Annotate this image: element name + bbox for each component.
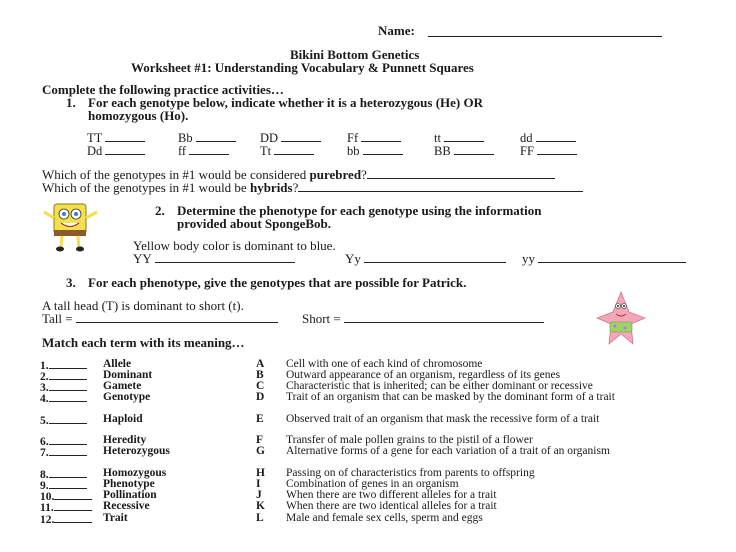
term-label: Heredity <box>103 434 147 446</box>
patrick-image <box>595 290 647 348</box>
short-label: Short = <box>302 311 341 326</box>
term-label: Dominant <box>103 369 153 381</box>
answer-blank[interactable] <box>364 252 506 263</box>
match-answer-blank[interactable] <box>49 468 87 478</box>
answer-blank[interactable] <box>536 131 576 142</box>
tall-answer-blank[interactable] <box>76 312 278 323</box>
definition-letter: C <box>256 380 265 392</box>
term-number-label: 9. <box>40 480 49 492</box>
term-number-label: 11. <box>40 502 54 514</box>
short-answer-blank[interactable] <box>344 312 544 323</box>
phenotype-item <box>522 251 686 267</box>
definition-text: Observed trait of an organism that mask the recessive form of a trait <box>286 413 600 425</box>
match-answer-blank[interactable] <box>54 513 92 523</box>
match-answer-blank[interactable] <box>49 359 87 369</box>
purebred-keyword: purebred <box>309 167 362 182</box>
genotype-item <box>260 144 314 159</box>
definition-text: Male and female sex cells, sperm and eggs <box>286 512 483 524</box>
match-answer-blank[interactable] <box>49 479 87 489</box>
term-number-label: 12. <box>40 514 55 526</box>
definition-text: When there are two different alleles for a trait <box>286 489 497 501</box>
q3-text: For each phenotype, give the genotypes that are possible for Patrick. <box>88 275 467 290</box>
q1-number: 1. <box>66 95 76 110</box>
answer-blank[interactable] <box>105 144 145 155</box>
genotype-label: BB <box>434 144 451 158</box>
term-label: Trait <box>103 512 128 524</box>
term-number <box>40 392 87 405</box>
genotype-label: ff <box>178 144 187 158</box>
match-answer-blank[interactable] <box>49 370 87 380</box>
term-number-label: 5. <box>40 415 49 427</box>
term-number <box>40 513 92 526</box>
genotype-label: bb <box>347 144 360 158</box>
q2-text-line2: provided about SpongeBob. <box>177 216 332 231</box>
term-number <box>40 446 87 459</box>
term-number-label: 10. <box>40 491 55 503</box>
answer-blank[interactable] <box>537 144 577 155</box>
genotype-label: FF <box>520 144 534 158</box>
worksheet-title: Bikini Bottom Genetics <box>290 47 420 62</box>
short-answer <box>302 311 544 327</box>
term-label: Allele <box>103 358 132 370</box>
definition-letter: A <box>256 358 265 370</box>
genotype-label: yy <box>522 251 535 266</box>
hybrids-question-text: Which of the genotypes in #1 would be <box>42 180 250 195</box>
genotype-item <box>434 144 494 159</box>
definition-text: Cell with one of each kind of chromosome <box>286 358 483 370</box>
genotype-item <box>87 144 145 159</box>
hybrids-keyword: hybrids <box>249 180 293 195</box>
name-field[interactable] <box>428 24 662 42</box>
genotype-item <box>520 144 577 159</box>
genotype-label: Tt <box>260 144 272 158</box>
genotype-label: DD <box>260 131 279 145</box>
q3-number: 3. <box>66 275 76 290</box>
answer-blank[interactable] <box>281 131 321 142</box>
term-number-label: 4. <box>40 393 49 405</box>
answer-blank[interactable] <box>274 144 314 155</box>
genotype-label: YY <box>133 251 152 266</box>
question-mark: ? <box>292 180 299 195</box>
answer-blank[interactable] <box>105 131 145 142</box>
term-number-label: 7. <box>40 447 49 459</box>
match-answer-blank[interactable] <box>49 392 87 402</box>
tall-label: Tall = <box>42 311 73 326</box>
definition-letter: H <box>256 467 265 479</box>
term-number-label: 3. <box>40 382 49 394</box>
term-number <box>40 414 87 427</box>
definition-text: Characteristic that is inherited; can be either dominant or recessive <box>286 380 593 392</box>
term-number-label: 2. <box>40 371 49 383</box>
term-number-label: 8. <box>40 469 49 481</box>
definition-text: Trait of an organism that can be masked by the dominant form of a trait <box>286 391 615 403</box>
genotype-item <box>347 144 403 159</box>
definition-letter: J <box>256 489 262 501</box>
definition-text: Passing on of characteristics from parents to offspring <box>286 467 535 479</box>
match-answer-blank[interactable] <box>49 446 87 456</box>
q2-number: 2. <box>155 203 165 218</box>
match-answer-blank[interactable] <box>49 435 87 445</box>
term-label: Heterozygous <box>103 445 170 457</box>
term-label: Gamete <box>103 380 142 392</box>
term-label: Homozygous <box>103 467 167 479</box>
answer-blank[interactable] <box>538 252 686 263</box>
answer-blank[interactable] <box>361 131 401 142</box>
match-answer-blank[interactable] <box>54 501 92 511</box>
term-label: Phenotype <box>103 478 155 490</box>
intro-text: Complete the following practice activities… <box>42 82 284 97</box>
term-number-label: 1. <box>40 360 49 372</box>
answer-blank[interactable] <box>454 144 494 155</box>
term-label: Recessive <box>103 500 150 512</box>
genotype-label: Dd <box>87 144 103 158</box>
genotype-label: Yy <box>345 251 361 266</box>
q1-text-line2: homozygous (Ho). <box>88 108 189 123</box>
worksheet-subtitle: Worksheet #1: Understanding Vocabulary & Punnett Squares <box>131 60 474 75</box>
definition-letter: L <box>256 512 264 524</box>
term-label: Genotype <box>103 391 151 403</box>
hybrids-question <box>42 180 583 196</box>
genotype-label: TT <box>87 131 103 145</box>
definition-letter: F <box>256 434 264 446</box>
definition-letter: B <box>256 369 264 381</box>
q1-text-line1: For each genotype below, indicate whether it is a heterozygous (He) OR <box>88 95 484 110</box>
question-mark: ? <box>361 167 367 182</box>
definition-text: Outward appearance of an organism, regardless of its genes <box>286 369 561 381</box>
definition-text: Transfer of male pollen grains to the pistil of a flower <box>286 434 533 446</box>
definition-letter: D <box>256 391 265 403</box>
match-answer-blank[interactable] <box>49 414 87 424</box>
match-answer-blank[interactable] <box>54 490 92 500</box>
definition-text: Combination of genes in an organism <box>286 478 459 490</box>
spongebob-image <box>42 200 100 252</box>
definition-text: When there are two identical alleles for a trait <box>286 500 497 512</box>
hybrids-answer-blank[interactable] <box>298 181 583 192</box>
answer-blank[interactable] <box>363 144 403 155</box>
q2-info: Yellow body color is dominant to blue. <box>133 238 336 253</box>
tall-answer <box>42 311 278 327</box>
definition-letter: I <box>256 478 261 490</box>
genotype-label: tt <box>434 131 441 145</box>
answer-blank[interactable] <box>196 131 236 142</box>
definition-letter: E <box>256 413 264 425</box>
match-heading: Match each term with its meaning… <box>42 335 245 350</box>
genotype-label: dd <box>520 131 533 145</box>
definition-letter: G <box>256 445 265 457</box>
purebred-question-text: Which of the genotypes in #1 would be considered <box>42 167 310 182</box>
purebred-answer-blank[interactable] <box>367 168 555 179</box>
phenotype-item <box>133 251 295 267</box>
phenotype-item <box>345 251 506 267</box>
name-label: Name: <box>378 23 415 38</box>
definition-letter: K <box>256 500 265 512</box>
answer-blank[interactable] <box>444 131 484 142</box>
answer-blank[interactable] <box>155 252 295 263</box>
term-number-label: 6. <box>40 436 49 448</box>
genotype-label: Ff <box>347 131 359 145</box>
genotype-label: Bb <box>178 131 193 145</box>
match-answer-blank[interactable] <box>49 381 87 391</box>
term-label: Haploid <box>103 413 143 425</box>
q2-text-line1: Determine the phenotype for each genotype using the information <box>177 203 542 218</box>
answer-blank[interactable] <box>189 144 229 155</box>
genotype-item <box>178 144 229 159</box>
definition-text: Alternative forms of a gene for each variation of a trait of an organism <box>286 445 610 457</box>
q3-info: A tall head (T) is dominant to short (t). <box>42 298 244 313</box>
term-label: Pollination <box>103 489 157 501</box>
